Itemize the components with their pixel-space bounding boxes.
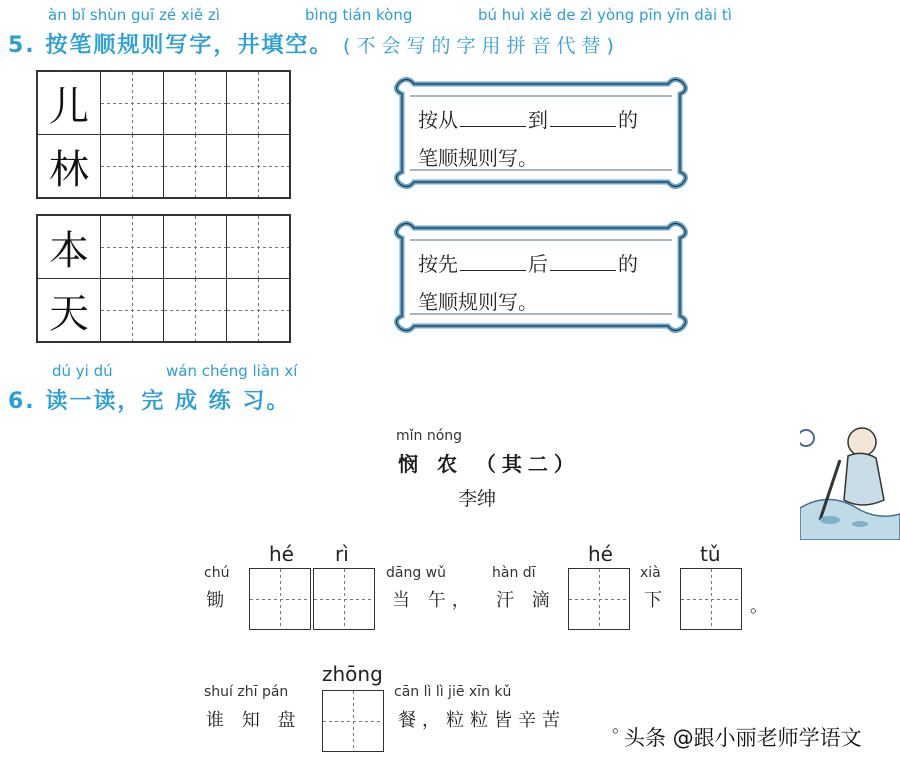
grid-char-lin: 林 — [37, 135, 101, 199]
grid-cell[interactable] — [227, 215, 291, 279]
q5-number: 5. — [8, 33, 36, 58]
grid-row — [37, 135, 290, 199]
py-xia: xià — [640, 565, 661, 581]
stroke-grid-bottom — [36, 214, 291, 343]
grid-cell[interactable] — [164, 135, 227, 199]
q5-pinyin-1: àn bǐ shùn guī zé xiě zì — [48, 6, 220, 24]
py-chu: chú — [204, 565, 230, 581]
watermark: 头条 @跟小丽老师学语文 — [624, 726, 862, 750]
blank-4[interactable] — [550, 252, 616, 271]
scroll-2-middle: 后 — [528, 252, 548, 276]
py-tu: tǔ — [700, 542, 721, 566]
poem-title: 悯 农 （其二） — [398, 452, 580, 476]
q6-number: 6. — [8, 389, 36, 414]
q5-heading — [8, 28, 620, 59]
q5-pinyin-2: bìng tián kòng — [305, 6, 413, 24]
grid-row — [37, 71, 290, 135]
scroll-2-suffix: 的 — [618, 252, 638, 276]
char-chu: 锄 — [206, 590, 230, 611]
poem-author: 李绅 — [458, 488, 497, 510]
py-rest: cān lì lì jiē xīn kǔ — [394, 684, 512, 700]
blank-1[interactable] — [460, 108, 526, 127]
char-handi: 汗 滴 — [496, 590, 556, 611]
scroll-2-line-1 — [418, 248, 638, 277]
q5-text: 按笔顺规则写字，井填空。 — [45, 33, 334, 58]
line-1-period: 。 — [750, 596, 774, 617]
grid-cell[interactable] — [227, 279, 291, 343]
py-dangwu: dāng wǔ — [386, 565, 446, 581]
char-shuizhipan: 谁 知 盘 — [206, 710, 302, 731]
poem-title-pinyin: mǐn nóng — [396, 428, 463, 444]
grid-cell[interactable] — [101, 71, 164, 135]
grid-cell[interactable] — [101, 279, 164, 343]
stroke-grid-top — [36, 70, 291, 199]
grid-row — [37, 215, 290, 279]
q6-text: 读一读，完 成 练 习。 — [45, 389, 291, 414]
py-he-2: hé — [588, 542, 613, 566]
q6-pinyin-2: wán chéng liàn xí — [166, 362, 298, 380]
scroll-border-2 — [388, 218, 694, 336]
answer-box-he-2[interactable] — [568, 568, 630, 630]
scroll-1-line-2: 笔顺规则写。 — [418, 146, 538, 170]
grid-cell[interactable] — [164, 279, 227, 343]
char-rest: 餐，粒粒皆辛苦 — [398, 710, 566, 731]
scroll-2-line-2: 笔顺规则写。 — [418, 290, 538, 314]
q6-pinyin-1: dú yi dú — [52, 362, 113, 380]
blank-3[interactable] — [460, 252, 526, 271]
answer-box-zhong[interactable] — [322, 690, 384, 752]
py-handi: hàn dī — [492, 565, 536, 581]
char-xia: 下 — [644, 590, 668, 611]
grid-row — [37, 279, 290, 343]
answer-box-he-1[interactable] — [249, 568, 311, 630]
char-dangwu: 当 午， — [392, 590, 476, 611]
grid-char-tian: 天 — [37, 279, 101, 343]
scroll-frame-1 — [388, 74, 694, 192]
q5-hint: (不会写的字用拼音代替) — [343, 35, 620, 57]
scroll-2-prefix: 按先 — [418, 252, 458, 276]
py-he-1: hé — [269, 542, 294, 566]
scroll-1-prefix: 按从 — [418, 108, 458, 132]
q6-heading — [8, 384, 290, 415]
answer-box-ri[interactable] — [313, 568, 375, 630]
grid-char-ben: 本 — [37, 215, 101, 279]
scroll-border-1 — [388, 74, 694, 192]
answer-box-tu[interactable] — [680, 568, 742, 630]
q5-pinyin-3: bú huì xiě de zì yòng pīn yīn dài tì — [478, 6, 732, 24]
scroll-1-middle: 到 — [528, 108, 548, 132]
line-2-period: 。 — [612, 716, 636, 737]
grid-cell[interactable] — [101, 215, 164, 279]
grid-cell[interactable] — [227, 71, 291, 135]
scroll-1-line-1 — [418, 104, 638, 133]
grid-cell[interactable] — [164, 215, 227, 279]
grid-cell[interactable] — [101, 135, 164, 199]
grid-char-er: 儿 — [37, 71, 101, 135]
scroll-1-suffix: 的 — [618, 108, 638, 132]
farmer-illustration — [800, 420, 900, 540]
py-ri: rì — [335, 542, 349, 566]
scroll-frame-2 — [388, 218, 694, 336]
blank-2[interactable] — [550, 108, 616, 127]
grid-cell[interactable] — [164, 71, 227, 135]
grid-cell[interactable] — [227, 135, 291, 199]
py-shuizhipan: shuí zhī pán — [204, 684, 289, 700]
py-zhong: zhōng — [322, 662, 383, 686]
